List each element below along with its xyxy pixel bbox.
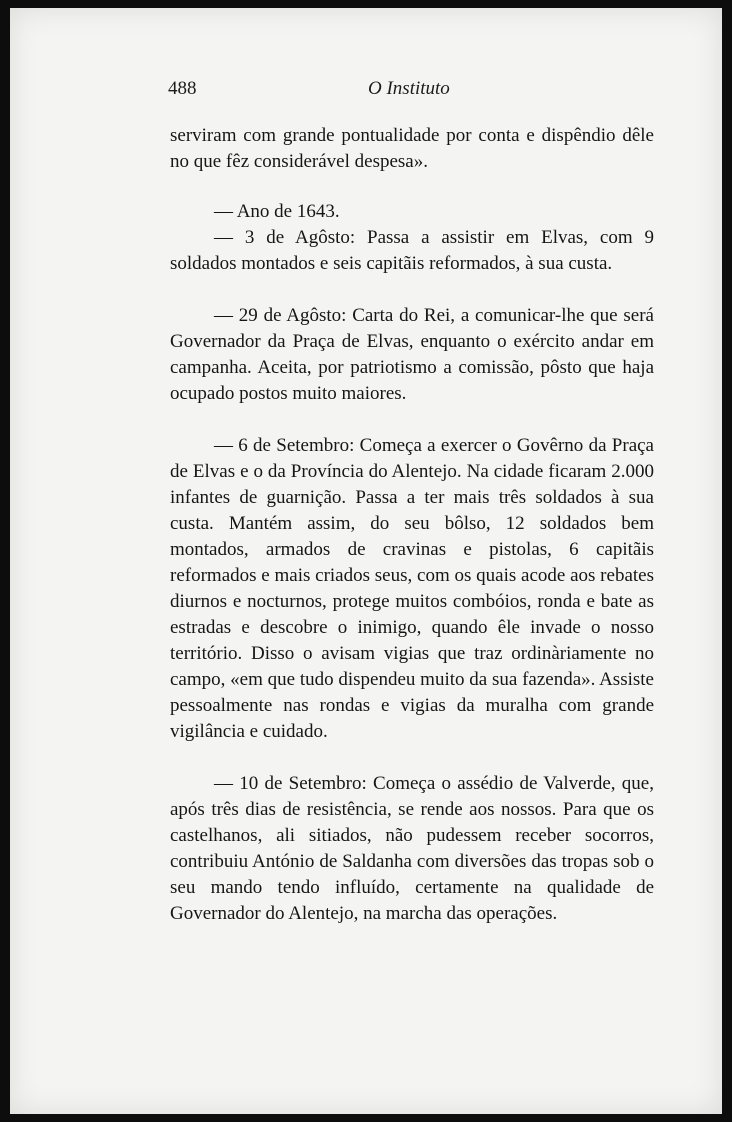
paragraph-3-agosto: — 3 de Agôsto: Passa a assistir em Elvas, com 9 soldados montados e seis capitãis reformados, à sua custa.	[170, 227, 654, 274]
paragraph-10-setembro: — 10 de Setembro: Começa o assédio de Valverde, que, após três dias de resistência, se rende aos nossos. Para que os castelhanos, ali sitiados, não pudessem receber socorros, contribuiu António de Saldanha com diversões das tropas sob o seu mando tendo influído, certamente na qualidade de Governador do Alentejo, na marcha das operações.	[170, 773, 654, 924]
paragraph-6-setembro: — 6 de Setembro: Começa a exercer o Govêrno da Praça de Elvas e o da Província do Alentejo. Na cidade ficaram 2.000 infantes de guarnição. Passa a ter mais três soldados à sua custa. Mantém assim, do seu bôlso, 12 soldados bem montados, armados de cravinas e pistolas, 6 capitãis reformados e mais criados seus, com os quais acode aos rebates diurnos e nocturnos, protege muitos combóios, ronda e bate as estradas e descobre o inimigo, quando êle invade o nosso território. Disso o avisam vigias que traz ordinàriamente no campo, «em que tudo dispendeu muito da sua fazenda». Assiste pessoalmente nas rondas e vigias da muralha com grande vigilância e cuidado.	[170, 435, 654, 742]
page-header	[10, 78, 722, 108]
running-title: O Instituto	[368, 78, 450, 99]
paragraph-continuation: serviram com grande pontualidade por conta e dispêndio dêle no que fêz considerável despesa».	[170, 125, 654, 172]
book-page	[10, 8, 722, 1114]
body-text	[170, 123, 654, 927]
paragraph-year-1643: — Ano de 1643.	[214, 201, 340, 222]
page-number: 488	[168, 78, 197, 99]
paragraph-29-agosto: — 29 de Agôsto: Carta do Rei, a comunicar-lhe que será Governador da Praça de Elvas, enquanto o exército andar em campanha. Aceita, por patriotismo a comissão, pôsto que haja ocupado postos muito maiores.	[170, 305, 654, 404]
